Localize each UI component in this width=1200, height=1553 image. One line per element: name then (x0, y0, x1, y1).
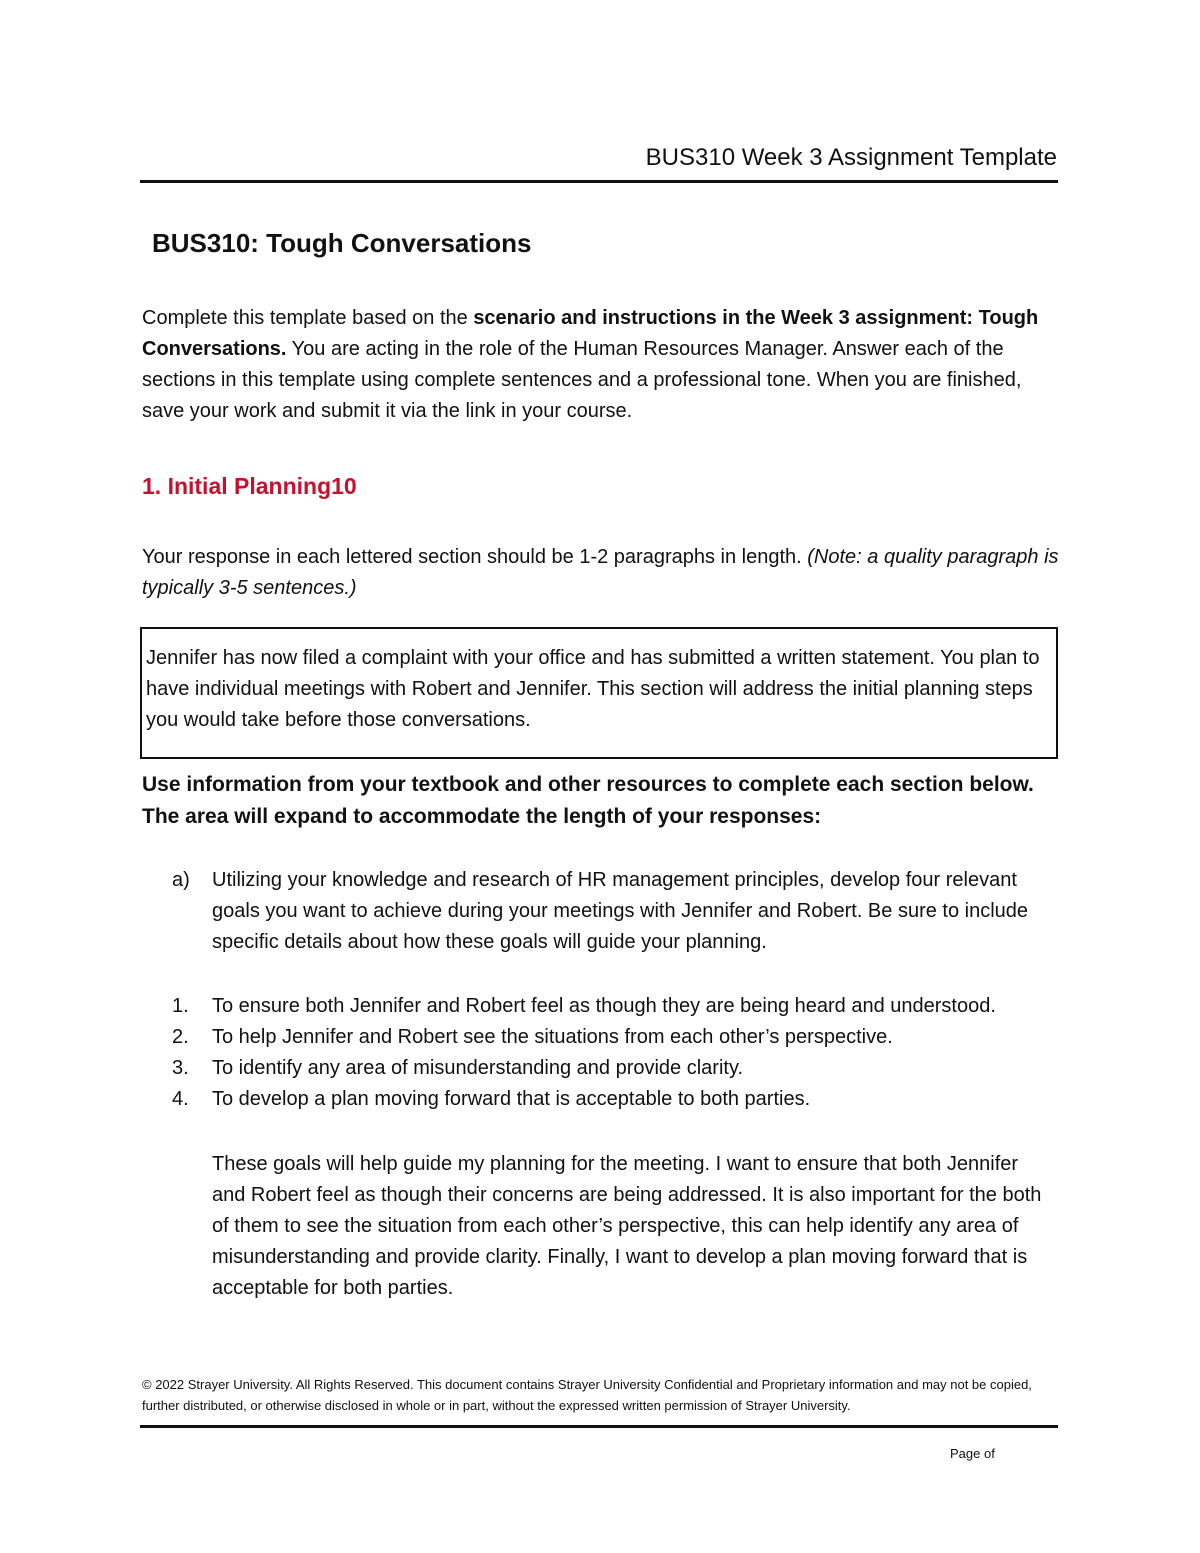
list-item-text: To ensure both Jennifer and Robert feel as though they are being heard and understood. (212, 995, 996, 1017)
intro-paragraph (142, 303, 1062, 427)
list-item (172, 1022, 1072, 1053)
length-note-text: Your response in each lettered section should be 1-2 paragraphs in length. (142, 546, 808, 568)
header-divider (140, 180, 1058, 183)
length-note-italic: (Note: a quality paragraph is typically 3-5 sentences.) (142, 546, 1059, 599)
question-marker: a) (172, 869, 190, 891)
footer-copyright: © 2022 Strayer University. All Rights Reserved. This document contains Strayer University Confidential and Proprietary information and may not be copied, further distributed, or otherwise disclosed in whole or in part, without the expressed written permission of Strayer University. (142, 1377, 1032, 1413)
page-number: Page of (950, 1446, 995, 1461)
list-item-text: To help Jennifer and Robert see the situations from each other’s perspective. (212, 1026, 893, 1048)
answer-paragraph: These goals will help guide my planning for the meeting. I want to ensure that both Jennifer and Robert feel as though their concerns are being addressed. It is also important for the both of them to see the situation from each other’s perspective, this can help identify any area of misunderstanding and provide clarity. Finally, I want to develop a plan moving forward that is acceptable for both parties. (212, 1153, 1042, 1299)
length-note (142, 542, 1062, 604)
document-title: BUS310: Tough Conversations (152, 228, 532, 258)
list-item-number: 2. (172, 1026, 189, 1048)
list-item (172, 1053, 1072, 1084)
question-text: Utilizing your knowledge and research of HR management principles, develop four relevant goals you want to achieve during your meetings with Jennifer and Robert. Be sure to include specific details about how these goals will guide your planning. (212, 869, 1029, 953)
question-a (172, 865, 1062, 958)
list-item-text: To develop a plan moving forward that is acceptable to both parties. (212, 1088, 811, 1110)
intro-text-start: Complete this template based on the (142, 307, 474, 329)
list-item-number: 4. (172, 1088, 189, 1110)
header-title: BUS310 Week 3 Assignment Template (645, 144, 1057, 171)
goals-list (172, 991, 1072, 1115)
intro-bold-text: scenario and instructions in the Week 3 assignment: Tough Conversations. (142, 307, 1039, 360)
list-item-number: 3. (172, 1057, 189, 1079)
section-heading: 1. Initial Planning10 (142, 473, 357, 499)
footer-divider (140, 1425, 1058, 1428)
list-item (172, 1084, 1072, 1115)
scenario-box-text: Jennifer has now filed a complaint with your office and has submitted a written statement. You plan to have individual meetings with Robert and Jennifer. This section will address the initial planning steps you would take before those conversations. (146, 647, 1040, 731)
list-item-number: 1. (172, 995, 189, 1017)
list-item-text: To identify any area of misunderstanding and provide clarity. (212, 1057, 744, 1079)
scenario-box (140, 627, 1058, 759)
intro-text-end: You are acting in the role of the Human Resources Manager. Answer each of the sections in this template using complete sentences and a professional tone. When you are finished, save your work and submit it via the link in your course. (142, 338, 1022, 422)
list-item (172, 991, 1072, 1022)
instructions-text: Use information from your textbook and other resources to complete each section below. The area will expand to accommodate the length of your responses: (142, 773, 1034, 828)
